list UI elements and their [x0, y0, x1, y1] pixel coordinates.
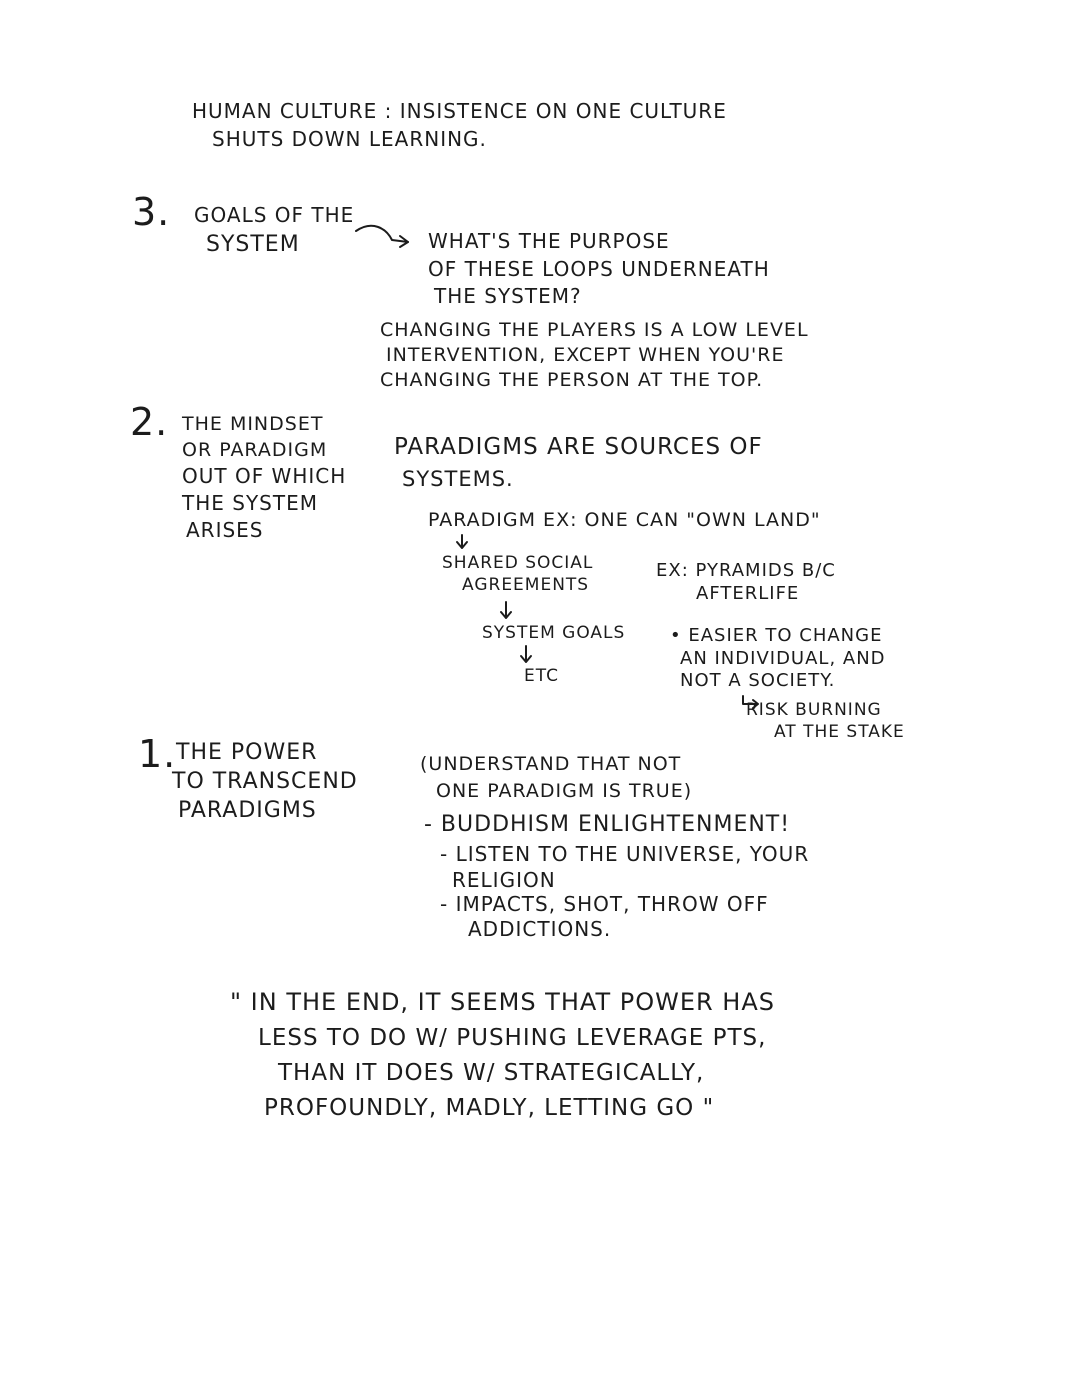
section-1-item-3-line-2: ADDICTIONS. [468, 917, 612, 941]
section-1-title-line-1: THE POWER [176, 740, 318, 765]
section-2-title-line-2: OR PARADIGM [182, 439, 328, 461]
goals-curved-arrow [356, 226, 408, 242]
section-2-example-2-line-1: EX: PYRAMIDS B/C [656, 560, 836, 581]
section-2-example-2-line-2: AFTERLIFE [696, 583, 800, 604]
section-3-note-line-2: INTERVENTION, EXCEPT WHEN YOU'RE [386, 344, 785, 366]
quote-line-2: LESS TO DO W/ PUSHING LEVERAGE PTS, [258, 1025, 767, 1051]
section-1-title-line-3: PARADIGMS [178, 798, 317, 823]
section-1-item-2-line-2: RELIGION [452, 868, 556, 892]
section-3-title-line-2: SYSTEM [206, 232, 300, 257]
section-1-item-1: - BUDDHISM ENLIGHTENMENT! [424, 812, 791, 837]
section-3-title-line-1: GOALS OF THE [194, 203, 355, 227]
section-2-title-line-3: OUT OF WHICH [182, 464, 347, 488]
section-1-paren-line-1: (UNDERSTAND THAT NOT [420, 753, 682, 775]
flow-arrow-2 [501, 602, 511, 618]
section-3-number: 3. [132, 190, 171, 234]
quote-line-4: PROFOUNDLY, MADLY, LETTING GO " [264, 1095, 715, 1121]
header-line-2: SHUTS DOWN LEARNING. [212, 127, 487, 151]
section-2-flow-step-1-line-2: AGREEMENTS [462, 575, 590, 595]
section-2-heading-line-2: SYSTEMS. [402, 467, 514, 491]
section-2-title-line-5: ARISES [186, 518, 264, 542]
section-1-number: 1. [138, 732, 177, 776]
section-3-question-line-2: OF THESE LOOPS UNDERNEATH [428, 257, 770, 281]
section-1-item-3-line-1: - IMPACTS, SHOT, THROW OFF [440, 892, 769, 916]
flow-arrow-1 [457, 535, 467, 548]
section-3-note-line-1: CHANGING THE PLAYERS IS A LOW LEVEL [380, 319, 809, 341]
quote-line-3: THAN IT DOES W/ STRATEGICALLY, [278, 1060, 705, 1086]
section-2-flow-step-1-line-1: SHARED SOCIAL [442, 553, 594, 573]
header-line-1: HUMAN CULTURE : INSISTENCE ON ONE CULTURE [192, 99, 727, 123]
section-2-title-line-1: THE MINDSET [182, 413, 324, 435]
section-2-bullet-line-3: NOT A SOCIETY. [680, 670, 836, 691]
section-2-risk-line-1: RISK BURNING [746, 700, 882, 720]
goals-curved-arrow-head [400, 236, 408, 247]
section-1-title-line-2: TO TRANSCEND [172, 769, 358, 794]
section-2-bullet-line-1: • EASIER TO CHANGE [670, 625, 883, 646]
section-2-number: 2. [130, 400, 169, 444]
section-2-heading-line-1: PARADIGMS ARE SOURCES OF [394, 434, 763, 460]
section-3-question-line-3: THE SYSTEM? [434, 284, 582, 308]
section-2-bullet-line-2: AN INDIVIDUAL, AND [680, 648, 886, 669]
section-2-title-line-4: THE SYSTEM [182, 491, 318, 515]
section-2-risk-line-2: AT THE STAKE [774, 722, 905, 742]
section-2-flow-step-2: SYSTEM GOALS [482, 623, 626, 643]
section-2-example: PARADIGM EX: ONE CAN "OWN LAND" [428, 509, 821, 531]
section-1-item-2-line-1: - LISTEN TO THE UNIVERSE, YOUR [440, 842, 810, 866]
quote-line-1: " IN THE END, IT SEEMS THAT POWER HAS [230, 988, 775, 1016]
section-3-note-line-3: CHANGING THE PERSON AT THE TOP. [380, 369, 764, 391]
section-3-question-line-1: WHAT'S THE PURPOSE [428, 229, 670, 253]
section-2-flow-step-3: ETC [524, 666, 559, 686]
section-1-paren-line-2: ONE PARADIGM IS TRUE) [436, 780, 693, 802]
flow-arrow-3 [521, 646, 531, 662]
